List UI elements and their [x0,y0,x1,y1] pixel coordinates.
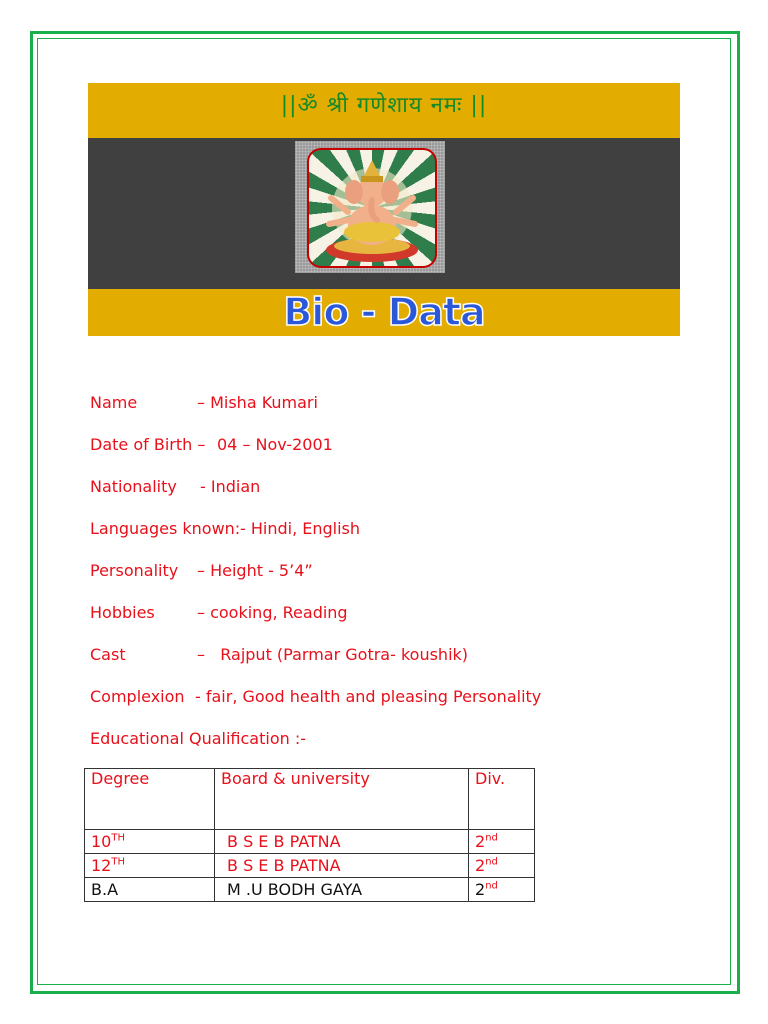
table-header-row [85,769,535,830]
table-row [85,830,535,854]
board-cell [215,830,469,854]
field-name [90,393,318,435]
degree-cell [85,854,215,878]
field-label: Name [90,393,138,412]
field-complexion [90,687,542,729]
degree-value: B.A [91,880,119,899]
field-value: – Misha Kumari [197,393,318,412]
div-suffix: nd [485,832,498,844]
div-cell [469,854,535,878]
field-nationality [90,477,261,519]
field-value: – cooking, Reading [197,603,348,622]
field-value: – Height - 5’4” [197,561,313,580]
degree-value: 10 [91,832,112,851]
education-table [84,768,535,902]
field-value: – Rajput (Parmar Gotra- koushik) [197,645,469,664]
field-cast [90,645,469,687]
field-value: - Indian [200,477,261,496]
board-cell [215,854,469,878]
degree-suffix: TH [111,832,125,844]
banner-title-strip [88,289,680,336]
column-header-div: Div. [469,769,535,830]
field-label: Hobbies [90,603,155,622]
div-cell [469,878,535,902]
div-suffix: nd [485,880,498,892]
header-banner [88,83,680,336]
degree-value: 12 [91,856,112,875]
field-personality [90,561,313,603]
banner-photo-strip [88,138,680,289]
table-row [85,878,535,902]
div-value: 2 [475,880,486,899]
board-value: M .U BODH GAYA [227,880,363,899]
div-value: 2 [475,856,486,875]
field-label: Educational Qualification :- [90,729,306,748]
biodata-title: Bio - Data [283,290,485,334]
board-value: B S E B PATNA [227,832,341,851]
mantra-text: ||ॐ श्री गणेशाय नमः || [280,93,488,118]
field-label: Complexion [90,687,185,706]
field-label: Nationality [90,477,177,496]
field-label: Date of Birth – [90,435,206,454]
field-label: Languages known: [90,519,241,538]
table-row [85,854,535,878]
field-label: Personality [90,561,179,580]
photo-frame [295,141,445,273]
board-value: B S E B PATNA [227,856,341,875]
field-languages [90,519,361,561]
field-value: - Hindi, English [240,519,361,538]
field-value: - fair, Good health and pleasing Personality [195,687,542,706]
div-value: 2 [475,832,486,851]
degree-cell [85,830,215,854]
ganesha-icon [307,148,437,268]
field-date-of-birth [90,435,333,477]
field-education-heading [90,729,306,771]
field-hobbies [90,603,348,645]
field-label: Cast [90,645,126,664]
personal-details [90,393,542,771]
degree-suffix: TH [111,856,125,868]
degree-cell [85,878,215,902]
column-header-board: Board & university [215,769,469,830]
div-cell [469,830,535,854]
board-cell [215,878,469,902]
field-value: 04 – Nov-2001 [217,435,333,454]
ganesha-figure [309,150,435,266]
column-header-degree: Degree [85,769,215,830]
div-suffix: nd [485,856,498,868]
banner-top-strip [88,83,680,138]
